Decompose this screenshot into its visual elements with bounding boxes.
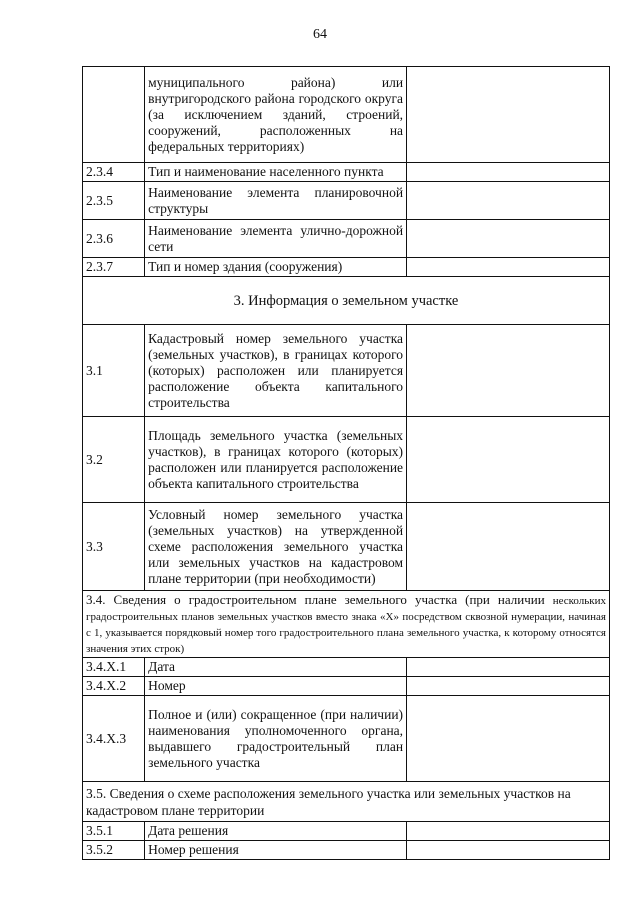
row-label: Номер решения [145, 841, 407, 860]
row-label: Наименование элемента планировочной структуры [145, 182, 407, 220]
row-number: 3.2 [83, 417, 145, 503]
table-row [83, 503, 610, 591]
row-value[interactable] [407, 67, 610, 163]
row-number: 3.3 [83, 503, 145, 591]
row-number: 3.5.1 [83, 822, 145, 841]
section-note [83, 591, 610, 658]
table-row [83, 658, 610, 677]
row-label: Дата [145, 658, 407, 677]
section-header-row [83, 782, 610, 822]
table-row [83, 258, 610, 277]
section-note-text: нескольких градостроительных планов земельных участков вместо знака «X» посредством сквозной нумерации, начиная с 1, указывается порядковый номер того градостроительного плана земельного участка, к которому относятся значения этих строк) [86, 595, 607, 655]
row-label: Условный номер земельного участка (земельных участков) на утвержденной схеме расположения земельного участка или земельных участков на кадастровом плане территории (при необходимости) [145, 503, 407, 591]
row-number: 2.3.5 [83, 182, 145, 220]
table-row [83, 182, 610, 220]
table-row [83, 163, 610, 182]
row-label: Полное и (или) сокращенное (при наличии) наименования уполномоченного органа, выдавшего градостроительный план земельного участка [145, 696, 407, 782]
row-number: 2.3.7 [83, 258, 145, 277]
table-row [83, 67, 610, 163]
row-number: 3.4.X.3 [83, 696, 145, 782]
row-number: 3.1 [83, 325, 145, 417]
row-number: 3.5.2 [83, 841, 145, 860]
row-label: Дата решения [145, 822, 407, 841]
row-label: Кадастровый номер земельного участка (земельных участков), в границах которого (которых) расположен или планируется расположение объекта капитального строительства [145, 325, 407, 417]
row-number: 2.3.6 [83, 220, 145, 258]
table-row [83, 841, 610, 860]
section-header-row [83, 591, 610, 658]
row-number [83, 67, 145, 163]
section-header-row [83, 277, 610, 325]
table-row [83, 325, 610, 417]
table-row [83, 677, 610, 696]
row-label: Тип и наименование населенного пункта [145, 163, 407, 182]
row-value[interactable] [407, 696, 610, 782]
row-value[interactable] [407, 220, 610, 258]
row-value[interactable] [407, 258, 610, 277]
row-label: Площадь земельного участка (земельных участков), в границах которого (которых) расположен или планируется расположение объекта капитального строительства [145, 417, 407, 503]
land-plot-form-table [82, 66, 610, 860]
row-number: 3.4.X.2 [83, 677, 145, 696]
table-row [83, 696, 610, 782]
row-number: 2.3.4 [83, 163, 145, 182]
row-value[interactable] [407, 658, 610, 677]
section-title: 3. Информация о земельном участке [83, 277, 610, 325]
row-value[interactable] [407, 841, 610, 860]
row-label: Наименование элемента улично-дорожной сети [145, 220, 407, 258]
table-row [83, 417, 610, 503]
row-label: Номер [145, 677, 407, 696]
table-row [83, 220, 610, 258]
row-value[interactable] [407, 677, 610, 696]
row-value[interactable] [407, 503, 610, 591]
row-value[interactable] [407, 822, 610, 841]
row-value[interactable] [407, 417, 610, 503]
section-title: 3.5. Сведения о схеме расположения земельного участка или земельных участков на кадастровом плане территории [83, 782, 610, 822]
row-value[interactable] [407, 182, 610, 220]
row-value[interactable] [407, 325, 610, 417]
row-label: муниципального района) или внутригородского района городского округа (за исключением зданий, строений, сооружений, расположенных на федеральных территориях) [145, 67, 407, 163]
section-title: 3.4. Сведения о градостроительном плане земельного участка (при наличии [86, 592, 545, 607]
page-number: 64 [313, 27, 327, 42]
row-value[interactable] [407, 163, 610, 182]
row-number: 3.4.X.1 [83, 658, 145, 677]
table-row [83, 822, 610, 841]
row-label: Тип и номер здания (сооружения) [145, 258, 407, 277]
